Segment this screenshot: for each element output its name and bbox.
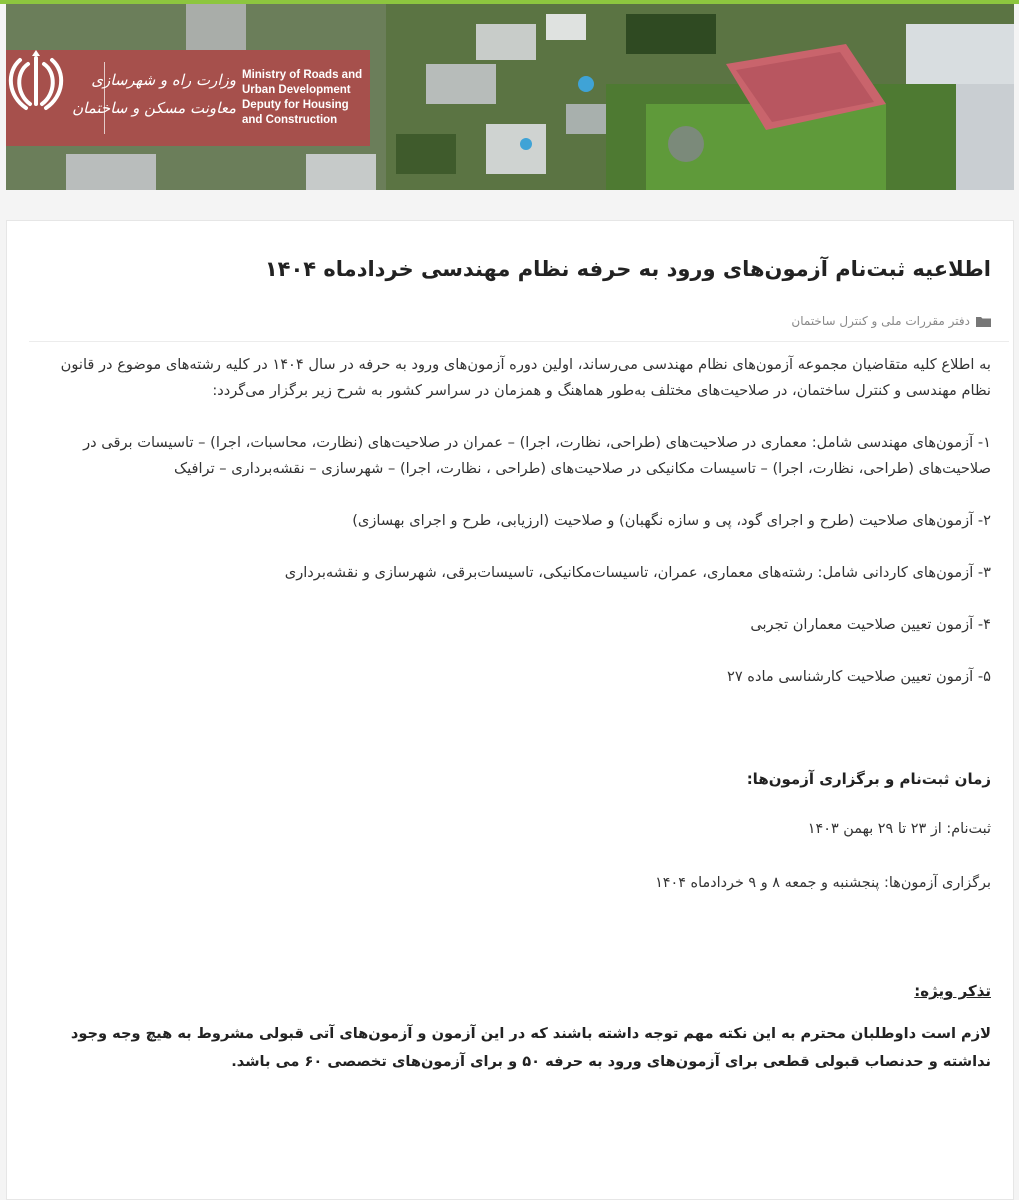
registration-dates: ثبت‌نام: از ۲۳ تا ۲۹ بهمن ۱۴۰۳ [807,821,991,837]
ministry-logo-box [6,50,370,146]
schedule-title: زمان ثبت‌نام و برگزاری آزمون‌ها: [746,770,991,788]
iran-emblem-icon [6,50,66,116]
ministry-name-fa-line1: وزارت راه و شهرسازی [91,71,236,89]
ministry-name-en [242,68,368,128]
exam-dates: برگزاری آزمون‌ها: پنجشنبه و جمعه ۸ و ۹ خردادماه ۱۴۰۴ [655,875,991,891]
ministry-name-en-line2: Urban Development [242,84,351,96]
list-item: ۲- آزمون‌های صلاحیت (طرح و اجرای گود، پی و سازه نگهبان) و صلاحیت (ارزیابی، طرح و اجرای بهسازی) [352,512,991,529]
meta-divider [29,341,1009,342]
special-note-title: تذکر ویژه: [914,982,991,1000]
header-banner [6,4,1014,190]
folder-icon [976,316,991,327]
list-item: ۴- آزمون تعیین صلاحیت معماران تجربی [750,616,991,633]
post-meta [47,311,991,331]
special-note-text: لازم است داوطلبان محترم به این نکته مهم توجه داشته باشند که در این آزمون و آزمون‌های آتی قبولی مشروط به هیچ وجه وجود نداشته و حدنصاب قبولی قطعی برای آزمون‌های ورود به حرفه ۵۰ و برای آزمون‌های تخصصی ۶۰ می باشد. [70,1025,991,1070]
post-content [47,249,991,1076]
post-card [6,220,1014,1200]
list-item: ۱- آزمون‌های مهندسی شامل: معماری در صلاحیت‌های (طراحی، نظارت، اجرا) – عمران در صلاحیت‌های (نظارت، محاسبات، اجرا) – تاسیسات برقی در صلاحیت‌های (طراحی، نظارت، اجرا) – تاسیسات مکانیکی در صلاحیت‌های (طراحی ، نظارت، اجرا) – شهرسازی – نقشه‌برداری – ترافیک [83,434,991,477]
post-title: اطلاعیه ثبت‌نام آزمون‌های ورود به حرفه نظام مهندسی خردادماه ۱۴۰۴ [264,257,991,281]
list-item: ۳- آزمون‌های کاردانی شامل: رشته‌های معماری، عمران، تاسیسات‌مکانیکی، تاسیسات‌برقی، شهرسازی و نقشه‌برداری [284,564,991,581]
ministry-name-en-line3: Deputy for Housing [242,99,349,111]
post-category-link[interactable]: دفتر مقررات ملی و کنترل ساختمان [791,314,970,328]
list-item: ۵- آزمون تعیین صلاحیت کارشناسی ماده ۲۷ [726,668,991,685]
post-intro: به اطلاع کلیه متقاضیان مجموعه آزمون‌های نظام مهندسی می‌رساند، اولین دوره آزمون‌های ورود به حرفه در سال ۱۴۰۴ در کلیه رشته‌های موضوع در قانون نظام مهندسی و کنترل ساختمان، در صلاحیت‌های مختلف به‌طور هماهنگ و همزمان در سراسر کشور به شرح زیر برگزار می‌گردد: [60,356,991,399]
ministry-name-en-line4: and Construction [242,114,338,126]
ministry-name-fa [72,66,236,122]
ministry-name-fa-line2: معاونت مسکن و ساختمان [72,99,236,117]
ministry-name-en-line1: Ministry of Roads and [242,69,363,81]
